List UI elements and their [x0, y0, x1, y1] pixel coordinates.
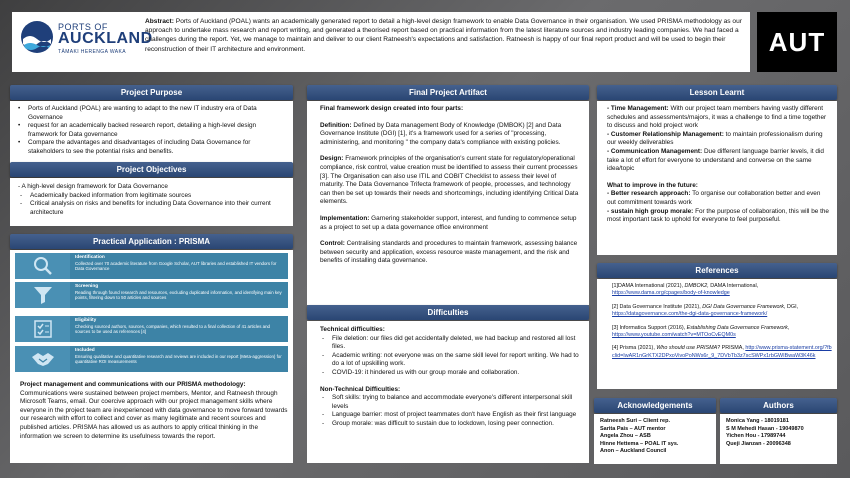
- list-item: • Ports of Auckland (POAL) are wanting to adapt to the new IT industry era of Data Governance: [16, 105, 285, 122]
- abstract-label: Abstract:: [145, 18, 174, 25]
- lesson-learnt-header: Lesson Learnt: [597, 85, 837, 100]
- prisma-management: [20, 381, 290, 441]
- author-item: Queji Jianzan - 20096348: [726, 440, 791, 447]
- reference-item: [3] Informatica Support (2016), Establishing Data Governance Framework, https://www.youtube.com/watch?v=MTOoCvEQM0s: [612, 324, 790, 339]
- magnifier-icon: [15, 253, 70, 279]
- prisma-step-screening: [15, 282, 288, 308]
- author-item: Monica Yang - 18019181: [726, 418, 789, 424]
- artifact-part: Definition: Defined by Data management Body of Knowledge (DMBOK) [2] and Data Governance Institute (DGI) [1], it's a framework used for a series of "processing, administering, and monitoring " the company data's compliance with existing policies.: [320, 121, 562, 146]
- improve-item: - sustain high group morale: For the purpose of collaboration, this will be the most important task to uphold for everyone to feel purposeful.: [607, 207, 829, 224]
- ack-item: Sarita Pais – AUT mentor: [600, 425, 666, 432]
- step-name: Screening: [75, 284, 99, 289]
- list-item: - Academic writing: not everyone was on the same skill level for report writing. We had to do a lot of upskilling work.: [320, 352, 581, 369]
- step-name: Eligibility: [75, 318, 97, 323]
- step-text: Reading through found research and resources, excluding duplicated information, and identifying main key points, filtering down to 50 articles and sources: [75, 289, 282, 301]
- technical-title: Technical difficulties:: [320, 326, 385, 333]
- references-header: References: [597, 263, 837, 278]
- lesson-item: - Communication Management: Due different language barrier levels, it did take a lot of effort for everyone to understand and converse on the same idea/topic: [607, 147, 824, 173]
- authors-panel: [720, 414, 837, 464]
- author-item: Yichen Hou - 17989744: [726, 433, 786, 440]
- ack-item: Ratneesh Suri – Client rep.: [600, 418, 670, 424]
- aut-logo: AUT: [757, 12, 837, 72]
- abstract-text: Ports of Auckland (POAL) wants an academically generated report to detail a high-level design framework to enable Data Governance in their organisation. We used PRISMA methodology as our approach to undertake mass research and report writing, and generated a theorised report based on practical information from the latest literature sources and industry leading companies. We had faced a challenges during the report. Yet, we manage to maintain and deliver to our client Ratneesh's expectations and satisfaction. Ratneesh is happy of our final report product and will be used to begin their reconstruction of their IT architecture and environment.: [145, 18, 742, 53]
- list-item: - Language barrier: most of project teammates don't have English as their first language: [320, 411, 581, 420]
- artifact-part: Control: Centralising standards and procedures to maintain framework, assessing balance between security and application, excess resource waste management, and the risk and benefits of installing data governance.: [320, 240, 578, 265]
- prisma-step-included: [15, 346, 288, 372]
- authors-header: Authors: [720, 398, 837, 413]
- author-item: S M Mehedi Hasan - 19049870: [726, 425, 804, 432]
- step-text: Collected over 70 academic literature from Google Scholar, AUT libraries and established IT vendors for Data Governance: [75, 260, 277, 272]
- list-item: • Compare the advantages and disadvantages of including Data Governance for stakeholders to see the potential risks and benefits.: [16, 139, 285, 156]
- reference-item: [4] Prisma (2021), Who should use PRISMA? PRISMA, http://www.prisma-statement.org/?fbclid=IwAR1nGrKTX2DPxoVivoPoNWs6r_9_7DVbTb3z7scSWPx1rbGWIBwaW3K46k: [612, 345, 832, 359]
- acknowledgements-panel: [594, 414, 716, 464]
- difficulties-panel: [307, 321, 589, 463]
- prisma-management-text: Communications were sustained between project members, Mentor, and Ratneesh through Microsoft Teams, email. Our coercive approach with our project management skills where everyone in the project team are inexperienced with data governance to move forward towards our research with effort to collect and cover as many legitimate and recent sources and published articles. PRISMA has allowed us as authors to apply critical thinking in the information we screen to determine its usefulness towards the report.: [20, 389, 288, 440]
- objectives-list: [10, 192, 293, 218]
- reference-link[interactable]: https://www.dama.org/cpages/body-of-knowledge: [612, 290, 730, 297]
- step-name: Identification: [75, 255, 105, 260]
- wave-logo-icon: [20, 20, 54, 54]
- acknowledgements-header: Acknowledgements: [594, 398, 716, 413]
- ack-item: Hinne Hettema – POAL IT sys.: [600, 440, 679, 447]
- ports-of-auckland-logo: [20, 18, 153, 66]
- list-item: - Soft skills: trying to balance and accommodate everyone's different interpersonal skill levels: [320, 394, 581, 411]
- ack-item: Angela Zhou – ASB: [600, 433, 651, 440]
- project-purpose-header: Project Purpose: [10, 85, 293, 100]
- handshake-icon: [15, 346, 70, 372]
- step-text: Ensuring qualitative and quantitative research and reviews are included in our report (Meta-aggression) for quantitative ROI measurements: [75, 353, 282, 365]
- checklist-icon: [15, 316, 70, 342]
- lesson-item: - Time Management: With our project team members having vastly different schedules and assessments/majors, it was a challenge to find a time together to discuss and hold project work: [607, 105, 827, 130]
- lesson-learnt-panel: [597, 101, 837, 255]
- ack-item: Anon – Auckland Council: [600, 448, 667, 455]
- nontech-title: Non-Technical Difficulties:: [320, 385, 401, 393]
- reference-link[interactable]: http://www.prisma-statement.org/?fbclid=IwAR1nGrKTX2DPxoVivoPoNWs6r_9_7DVbTb3z7scSWPx1rbGWIBwaW3K46k: [612, 345, 832, 359]
- difficulties-header: Difficulties: [307, 305, 589, 320]
- funnel-icon: [15, 282, 70, 308]
- objectives-lead: - A high-level design framework for Data Governance: [18, 183, 168, 190]
- reference-item: [2] Data Governance Institute (2021), DGI Data Governance Framework, DGI, https://datagovernance.com/the-dgi-data-governance-framework/: [612, 303, 799, 318]
- project-purpose-list: [10, 101, 293, 157]
- references-panel: [597, 279, 837, 389]
- logo-line3: TĀMAKI HERENGA WAKA: [58, 49, 126, 55]
- final-artifact-panel: [307, 101, 589, 305]
- prisma-management-title: Project management and communications with our PRISMA methodology:: [20, 381, 246, 388]
- artifact-intro: Final framework design created into four parts:: [320, 105, 464, 112]
- list-item: - COVID-19: it hindered us with our group morale and collaboration.: [320, 369, 581, 378]
- step-name: Included: [75, 348, 95, 353]
- prisma-step-identification: [15, 253, 288, 279]
- step-text: Checking sourced authors, sources, companies, which resulted to a final collection of 41 articles and sources to be used as references [4]: [75, 323, 270, 335]
- list-item: - Academically backed information from legitimate sources: [18, 192, 285, 201]
- reference-link[interactable]: https://datagovernance.com/the-dgi-data-governance-framework/: [612, 311, 768, 318]
- artifact-part: Implementation: Garnering stakeholder support, interest, and funding to commence setup as a project to set up a data governance office environment: [320, 214, 577, 231]
- technical-list: [320, 335, 581, 378]
- reference-link[interactable]: https://www.youtube.com/watch?v=MTOoCvEQM0s: [612, 332, 736, 339]
- list-item: - Critical analysis on risks and benefits for including Data Governance into their current architecture: [18, 200, 285, 217]
- logo-line2: AUCKLAND: [58, 30, 153, 47]
- project-objectives-panel: [10, 178, 293, 226]
- lesson-item: - Customer Relationship Management: to maintain professionalism during our weekly deliverables: [607, 130, 823, 147]
- prisma-header: Practical Application : PRISMA: [10, 234, 293, 249]
- nontech-list: [320, 394, 581, 428]
- prisma-step-eligibility: [15, 316, 288, 342]
- improve-title: What to improve in the future:: [607, 181, 698, 189]
- abstract: [145, 17, 745, 54]
- artifact-part: Design: Framework principles of the organisation's current state for regulatory/operational compliance, risk control, value creation must be identified to assess their current processes [3]. The Organisation can also use ITIL and COBIT Checklist to assess their level of maturity. The Data Governance Trifecta framework of people, processes, and technology can then be set up towards their needs and shortcomings, including identifying Critical Data elements.: [320, 155, 579, 206]
- list-item: - File deletion: our files did get accidentally deleted, we had backup and restored all lost files.: [320, 335, 581, 352]
- reference-item: [1]DAMA International (2021), DMBOK2, DAMA International, https://www.dama.org/cpages/body-of-knowledge: [612, 283, 759, 297]
- project-purpose-panel: [10, 101, 293, 163]
- list-item: • request for an academically backed research report, detailing a high-level design framework for Data governance: [16, 122, 285, 139]
- improve-item: - Better research approach: To organise our collaboration better and even out commitment towards work: [607, 190, 821, 206]
- final-artifact-header: Final Project Artifact: [307, 85, 589, 100]
- logo-line1: PORTS OF: [58, 22, 108, 32]
- project-objectives-header: Project Objectives: [10, 162, 293, 177]
- list-item: - Group morale: was difficult to sustain due to lockdown, losing peer connection.: [320, 420, 581, 429]
